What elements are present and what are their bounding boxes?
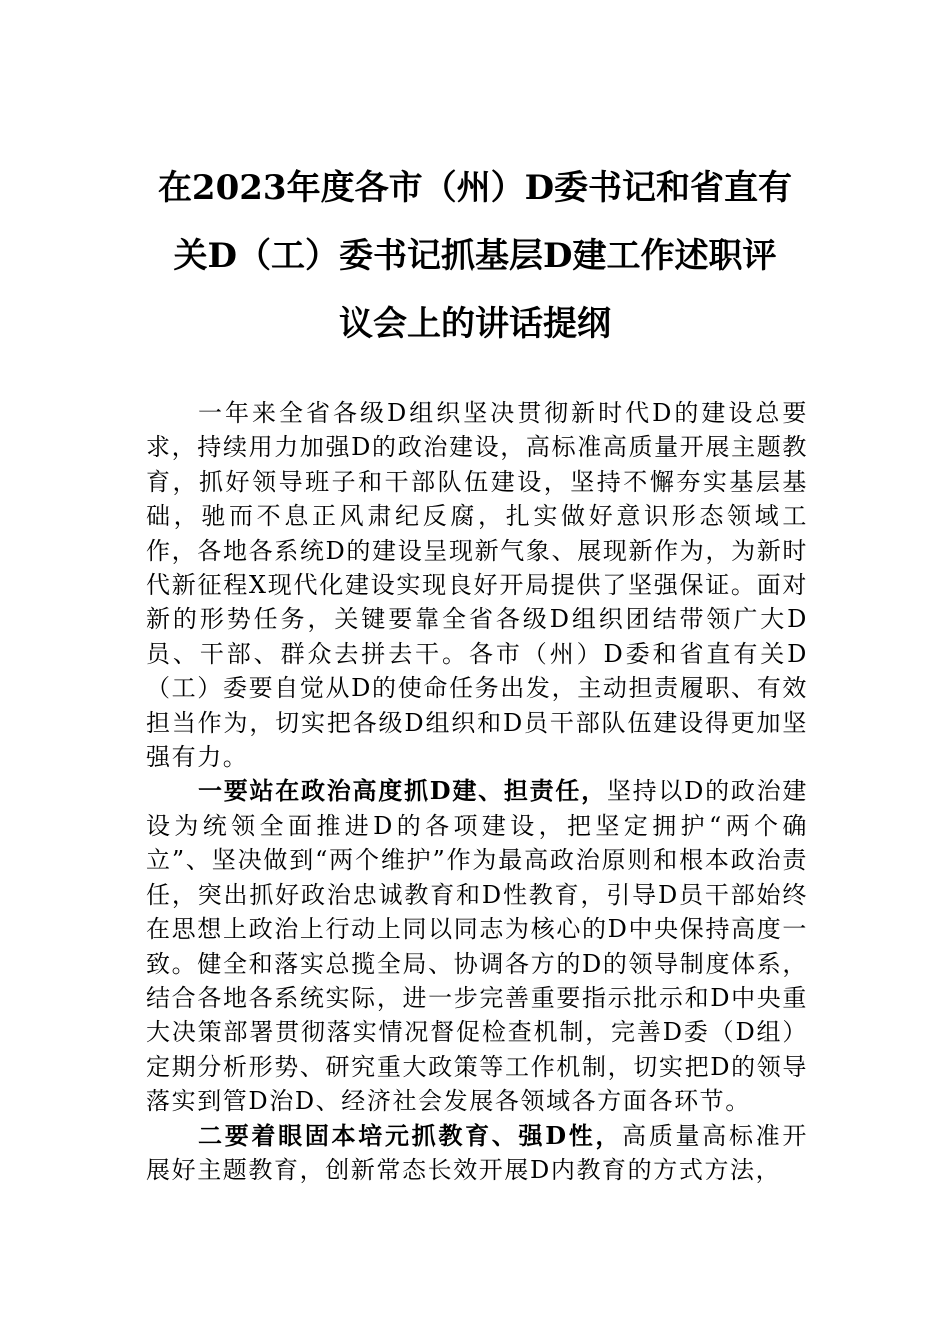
paragraph-text: 高质量高标准开展好主题教育，创新常态长效开展D内教育的方式方法，	[146, 1121, 808, 1184]
title-line-1: 在2023年度各市（州）D委书记和省直有	[157, 168, 793, 208]
document-title	[120, 154, 830, 358]
document-body	[146, 396, 808, 1187]
paragraph-lead: 一要站在政治高度抓D建、担责任，	[198, 776, 607, 806]
paragraph-lead: 二要着眼固本培元抓教育、强D性，	[198, 1120, 623, 1150]
title-line-3: 议会上的讲话提纲	[339, 304, 611, 344]
paragraph-intro	[146, 396, 808, 774]
paragraph-point-2	[146, 1119, 808, 1188]
paragraph-text: 坚持以D的政治建设为统领全面推进D的各项建设，把坚定拥护“两个确立”、坚决做到“两个维护”作为最高政治原则和根本政治责任，突出抓好政治忠诚教育和D性教育，引导D员干部始终在思想上政治上行动上同以同志为核心的D中央保持高度一致。健全和落实总揽全局、协调各方的D的领导制度体系，结合各地各系统实际，进一步完善重要指示批示和D中央重大决策部署贯彻落实情况督促检查机制，完善D委（D组）定期分析形势、研究重大政策等工作机制，切实把D的领导落实到管D治D、经济社会发展各领域各方面各环节。	[146, 777, 808, 1116]
paragraph-point-1	[146, 774, 808, 1118]
paragraph-text: 一年来全省各级D组织坚决贯彻新时代D的建设总要求，持续用力加强D的政治建设，高标准高质量开展主题教育，抓好领导班子和干部队伍建设，坚持不懈夯实基层基础，驰而不息正风肃纪反腐，扎实做好意识形态领域工作，各地各系统D的建设呈现新气象、展现新作为，为新时代新征程X现代化建设实现良好开局提供了坚强保证。面对新的形势任务，关键要靠全省各级D组织团结带领广大D员、干部、群众去拼去干。各市（州）D委和省直有关D（工）委要自觉从D的使命任务出发，主动担责履职、有效担当作为，切实把各级D组织和D员干部队伍建设得更加坚强有力。	[146, 399, 808, 772]
title-line-2: 关D（工）委书记抓基层D建工作述职评	[173, 236, 777, 276]
